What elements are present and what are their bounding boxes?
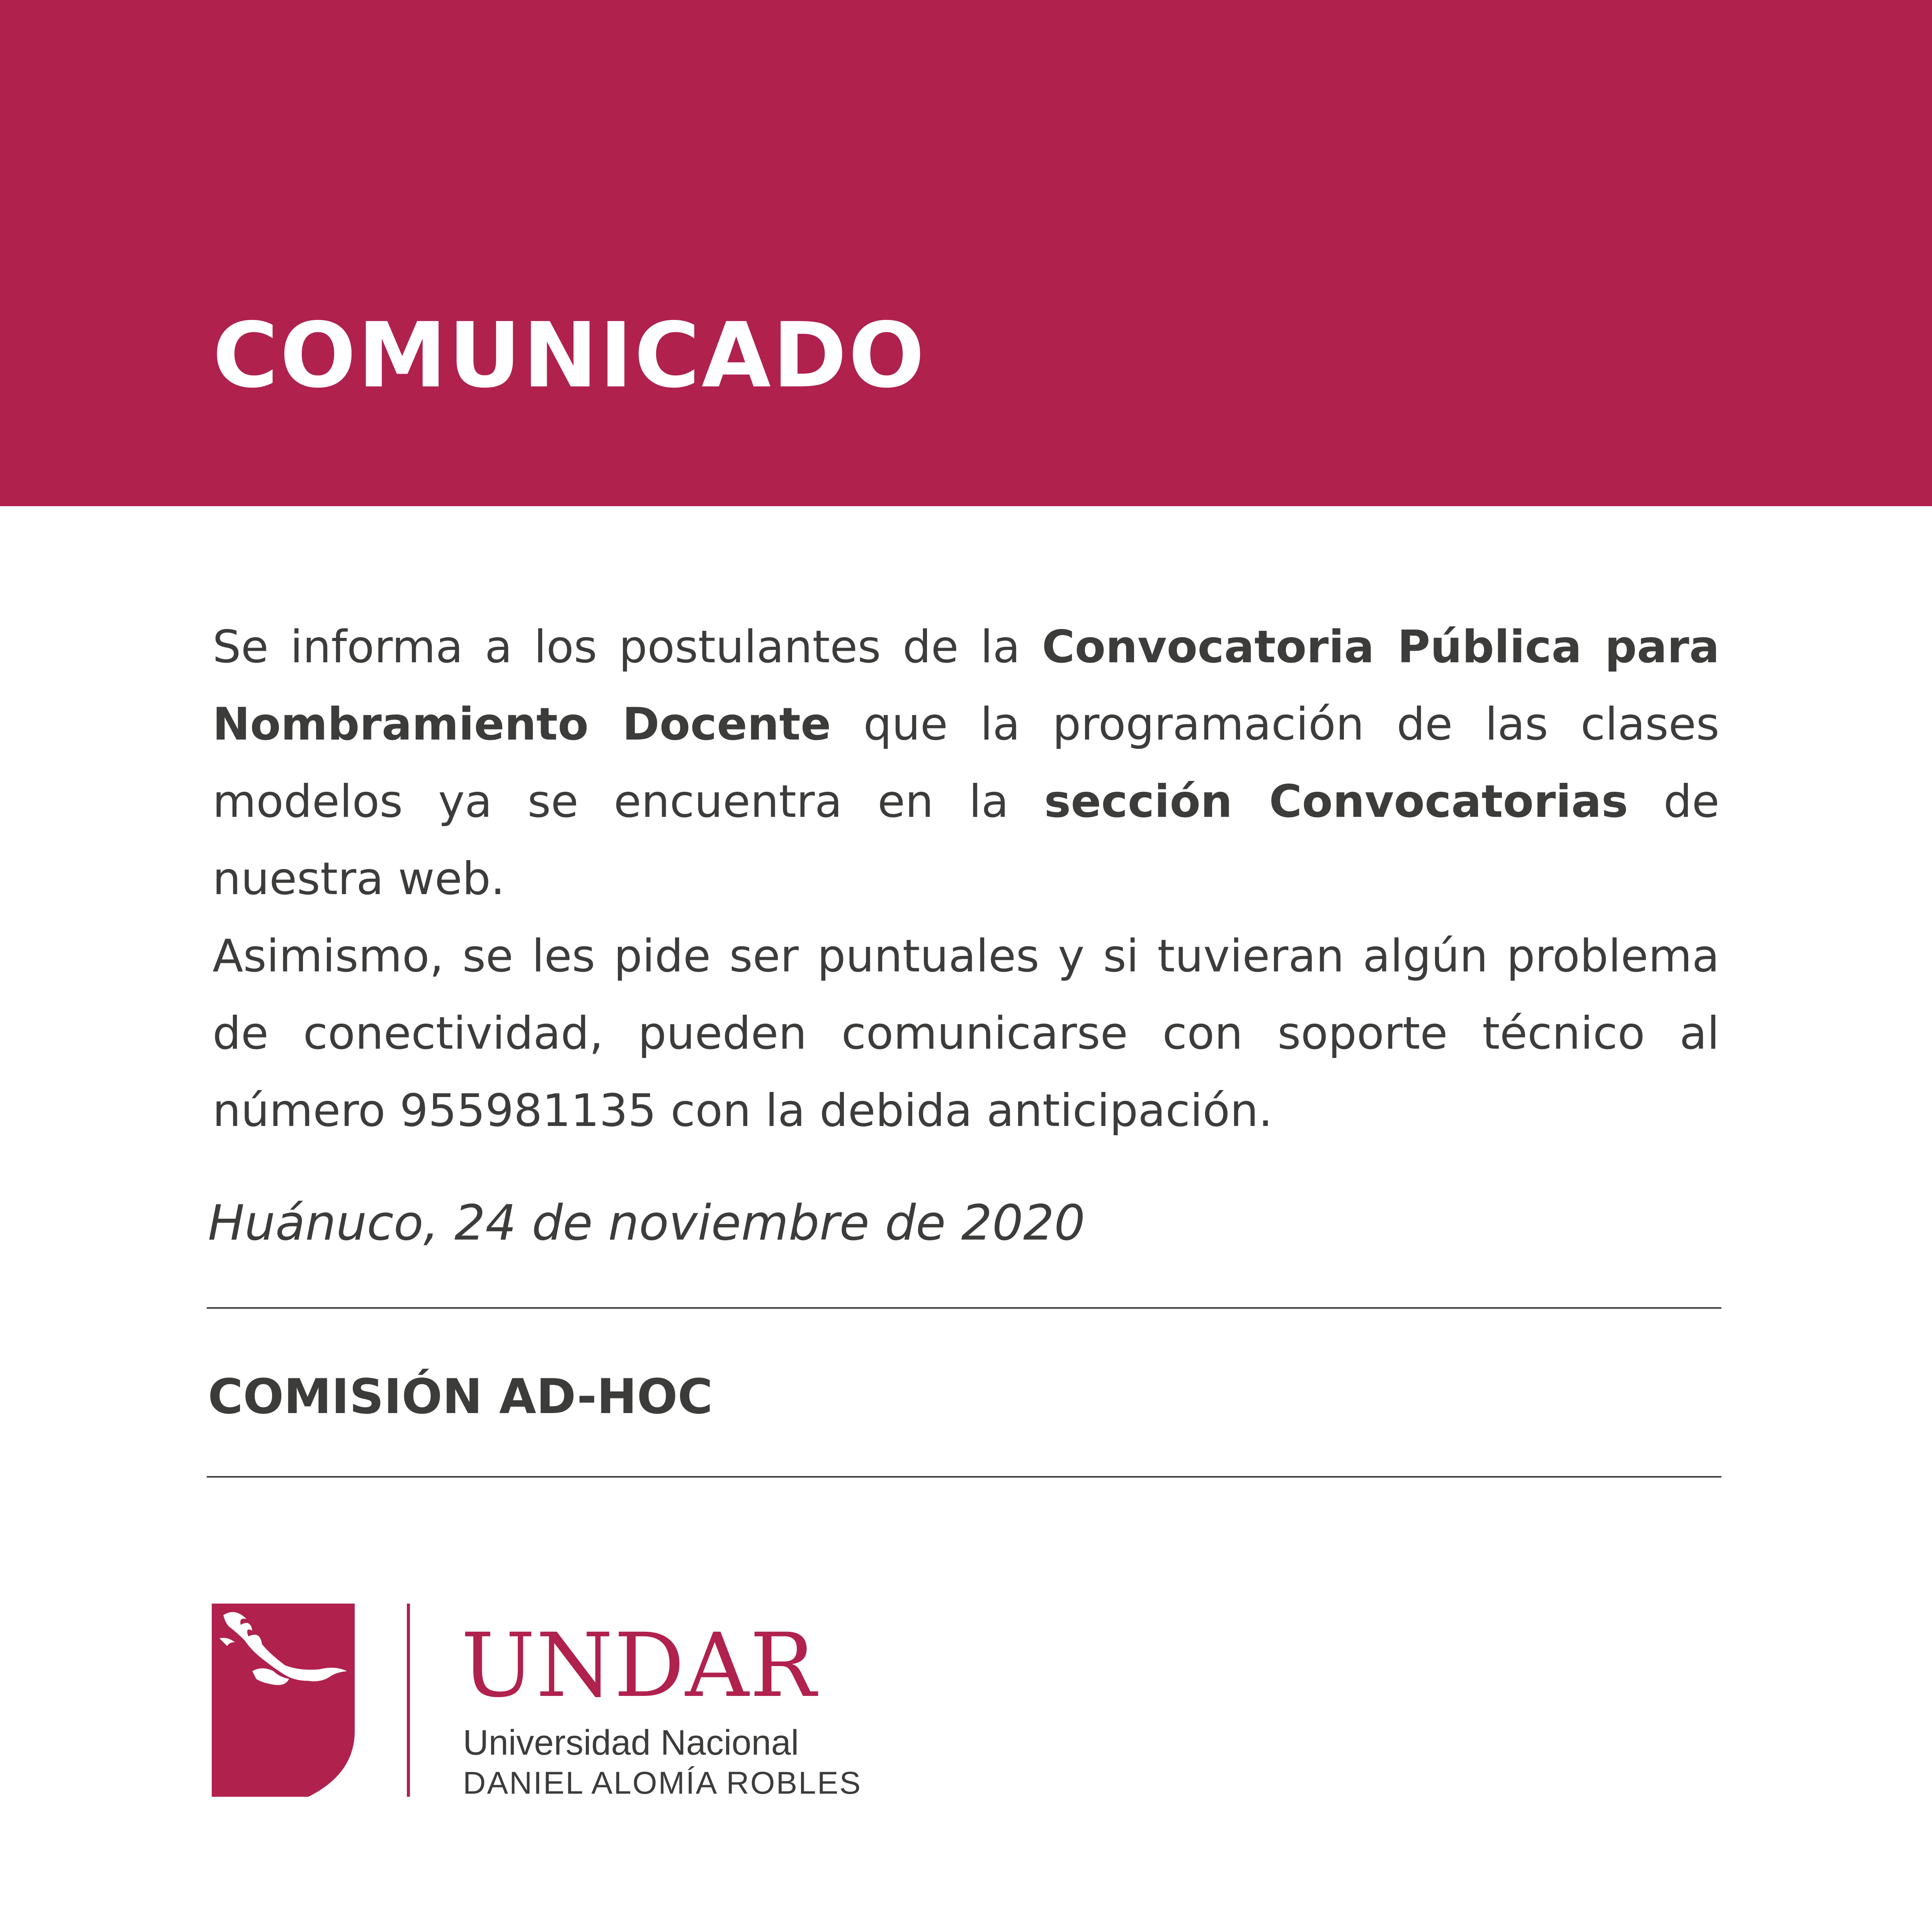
page-title: COMUNICADO [213,303,926,408]
section-name: sección Convocatorias [1044,776,1628,828]
paragraph-1-text-b: que la programación de las clases modelos ya se encuentra en la [213,698,1719,828]
announcement-paragraph-1 [213,609,1719,918]
place-date: Huánuco, 24 de noviembre de 2020 [208,1194,1085,1251]
paragraph-1-text-a: Se informa a los postulantes de la [213,621,1042,673]
divider-top [207,1307,1721,1309]
announcement-paragraph-2: Asimismo, se les pide ser puntuales y si tuvieran algún problema de conectividad, pueden comunicarse con soporte técnico al número 955981135 con la debida anticipación. [213,930,1719,1137]
logo-separator [407,1604,410,1797]
logo-wordmark: UNDAR [461,1614,817,1717]
signature: COMISIÓN AD-HOC [208,1369,713,1425]
divider-bottom [207,1476,1721,1478]
announcement-body [213,609,1719,1150]
convocatoria-name: Convocatoria Pública para Nombramiento Docente [213,621,1719,750]
paragraph-1-text-c: de nuestra web. [213,776,1720,905]
logo-subtitle-1: Universidad Nacional [463,1723,799,1762]
header-band [0,0,1932,506]
condor-shield-icon [212,1604,355,1797]
logo-subtitle-2: DANIEL ALOMÍA ROBLES [463,1765,862,1801]
university-logo [212,1604,985,1804]
